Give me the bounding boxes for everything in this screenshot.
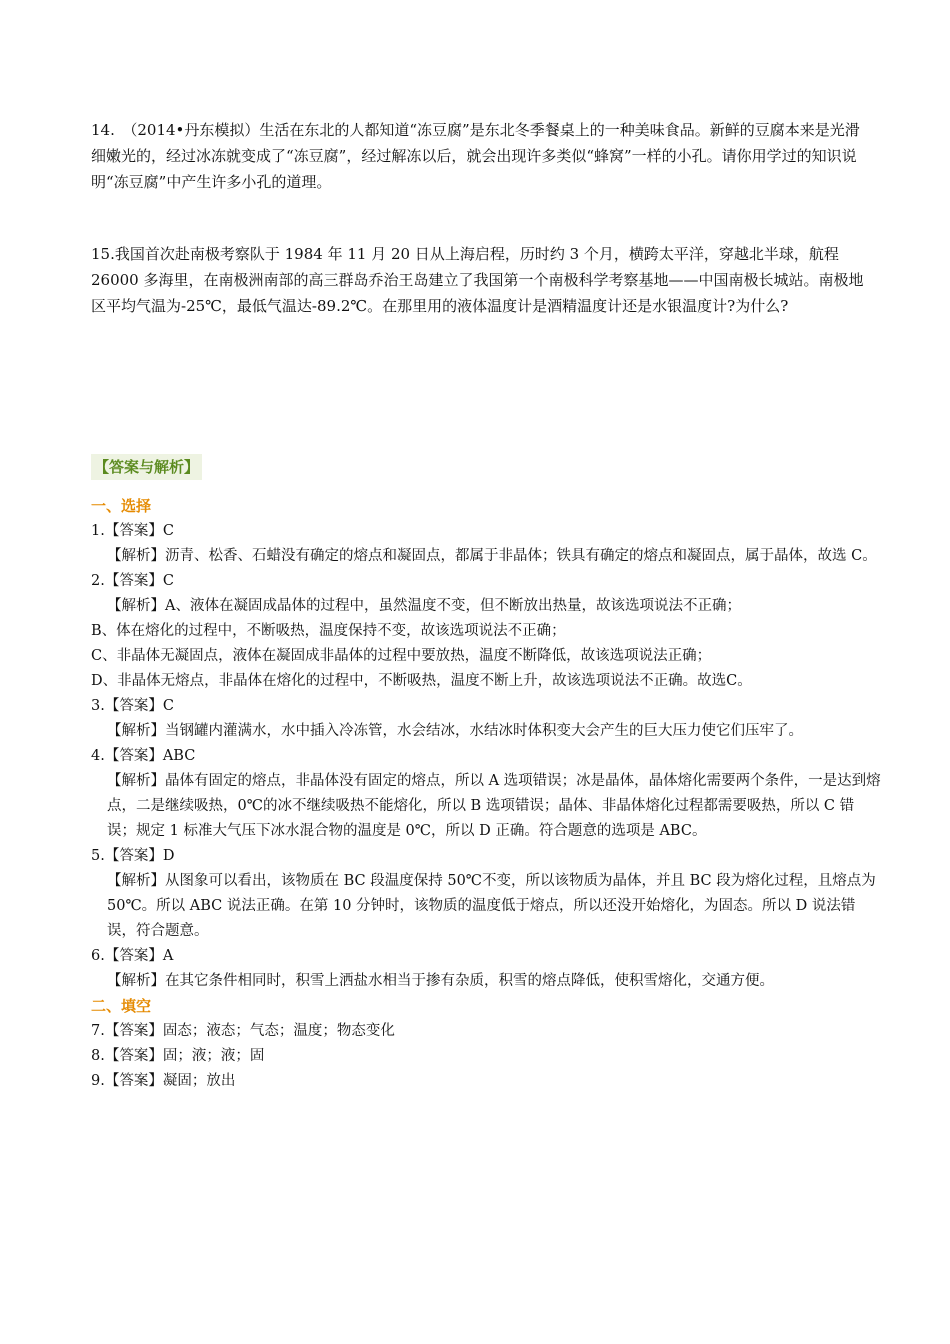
answer-8: 8.【答案】固；液；液；固 (91, 1048, 265, 1064)
answer-7: 7.【答案】固态；液态；气态；温度；物态变化 (91, 1023, 395, 1039)
answer-4: 4.【答案】ABC (91, 748, 196, 764)
explanation-2-d: D、非晶体无熔点，非晶体在熔化的过程中，不断吸热，温度不断上升，故该选项说法不正确。故选C。 (91, 673, 752, 689)
explanation-6: 【解析】在其它条件相同时，积雪上洒盐水相当于掺有杂质，积雪的熔点降低，使积雪熔化，交通方便。 (107, 973, 774, 989)
explanation-2-a: 【解析】A、液体在凝固成晶体的过程中，虽然温度不变，但不断放出热量，故该选项说法不正确； (107, 598, 741, 614)
section-heading-choice: 一、选择 (91, 497, 152, 515)
section-heading-fill: 二、填空 (91, 997, 152, 1015)
answers-banner: 【答案与解析】 (91, 454, 202, 480)
question-14: 14. （2014•丹东模拟）生活在东北的人都知道“冻豆腐”是东北冬季餐桌上的一种美味食品。新鲜的豆腐本来是光滑细嫩光的，经过冰冻就变成了“冻豆腐”，经过解冻以后，就会出现许多类似“蜂窝”一样的小孔。请你用学过的知识说明“冻豆腐”中产生许多小孔的道理。 (91, 121, 860, 191)
answer-9: 9.【答案】凝固；放出 (91, 1073, 236, 1089)
explanation-5: 【解析】从图象可以看出，该物质在 BC 段温度保持 50℃不变，所以该物质为晶体，并且 BC 段为熔化过程，且熔点为 50℃。所以 ABC 说法正确。在第 10 分钟时，该物质的温度低于熔点，所以还没开始熔化，为固态。所以 D 说法错误，符合题意。 (107, 873, 881, 939)
explanation-4: 【解析】晶体有固定的熔点，非晶体没有固定的熔点，所以 A 选项错误；冰是晶体，晶体熔化需要两个条件，一是达到熔点，二是继续吸热，0℃的冰不继续吸热不能熔化，所以 B 选项错误；晶体、非晶体熔化过程都需要吸热，所以 C 错误；规定 1 标准大气压下冰水混合物的温度是 0℃，所以 D 正确。符合题意的选项是 ABC。 (107, 773, 881, 839)
explanation-2-c: C、非晶体无凝固点，液体在凝固成非晶体的过程中要放热，温度不断降低，故该选项说法正确； (91, 648, 712, 664)
explanation-2-b: B、体在熔化的过程中，不断吸热，温度保持不变，故该选项说法不正确； (91, 623, 566, 639)
answer-5: 5.【答案】D (91, 848, 175, 864)
explanation-1: 【解析】沥青、松香、石蜡没有确定的熔点和凝固点，都属于非晶体；铁具有确定的熔点和凝固点，属于晶体，故选 C。 (107, 548, 877, 564)
answers-section (91, 454, 881, 1094)
answer-2: 2.【答案】C (91, 573, 174, 589)
answer-3: 3.【答案】C (91, 698, 174, 714)
explanation-3: 【解析】当钢罐内灌满水，水中插入冷冻管，水会结冰，水结冰时体积变大会产生的巨大压力使它们压牢了。 (107, 723, 803, 739)
answer-1: 1.【答案】C (91, 523, 174, 539)
answer-6: 6.【答案】A (91, 948, 174, 964)
question-15: 15.我国首次赴南极考察队于 1984 年 11 月 20 日从上海启程，历时约 3 个月，横跨太平洋，穿越北半球，航程 26000 多海里，在南极洲南部的高三群岛乔治王岛建立了我国第一个南极科学考察基地——中国南极长城站。南极地区平均气温为-25℃，最低气温达-89.2℃。在那里用的液体温度计是酒精温度计还是水银温度计?为什么? (91, 245, 864, 315)
